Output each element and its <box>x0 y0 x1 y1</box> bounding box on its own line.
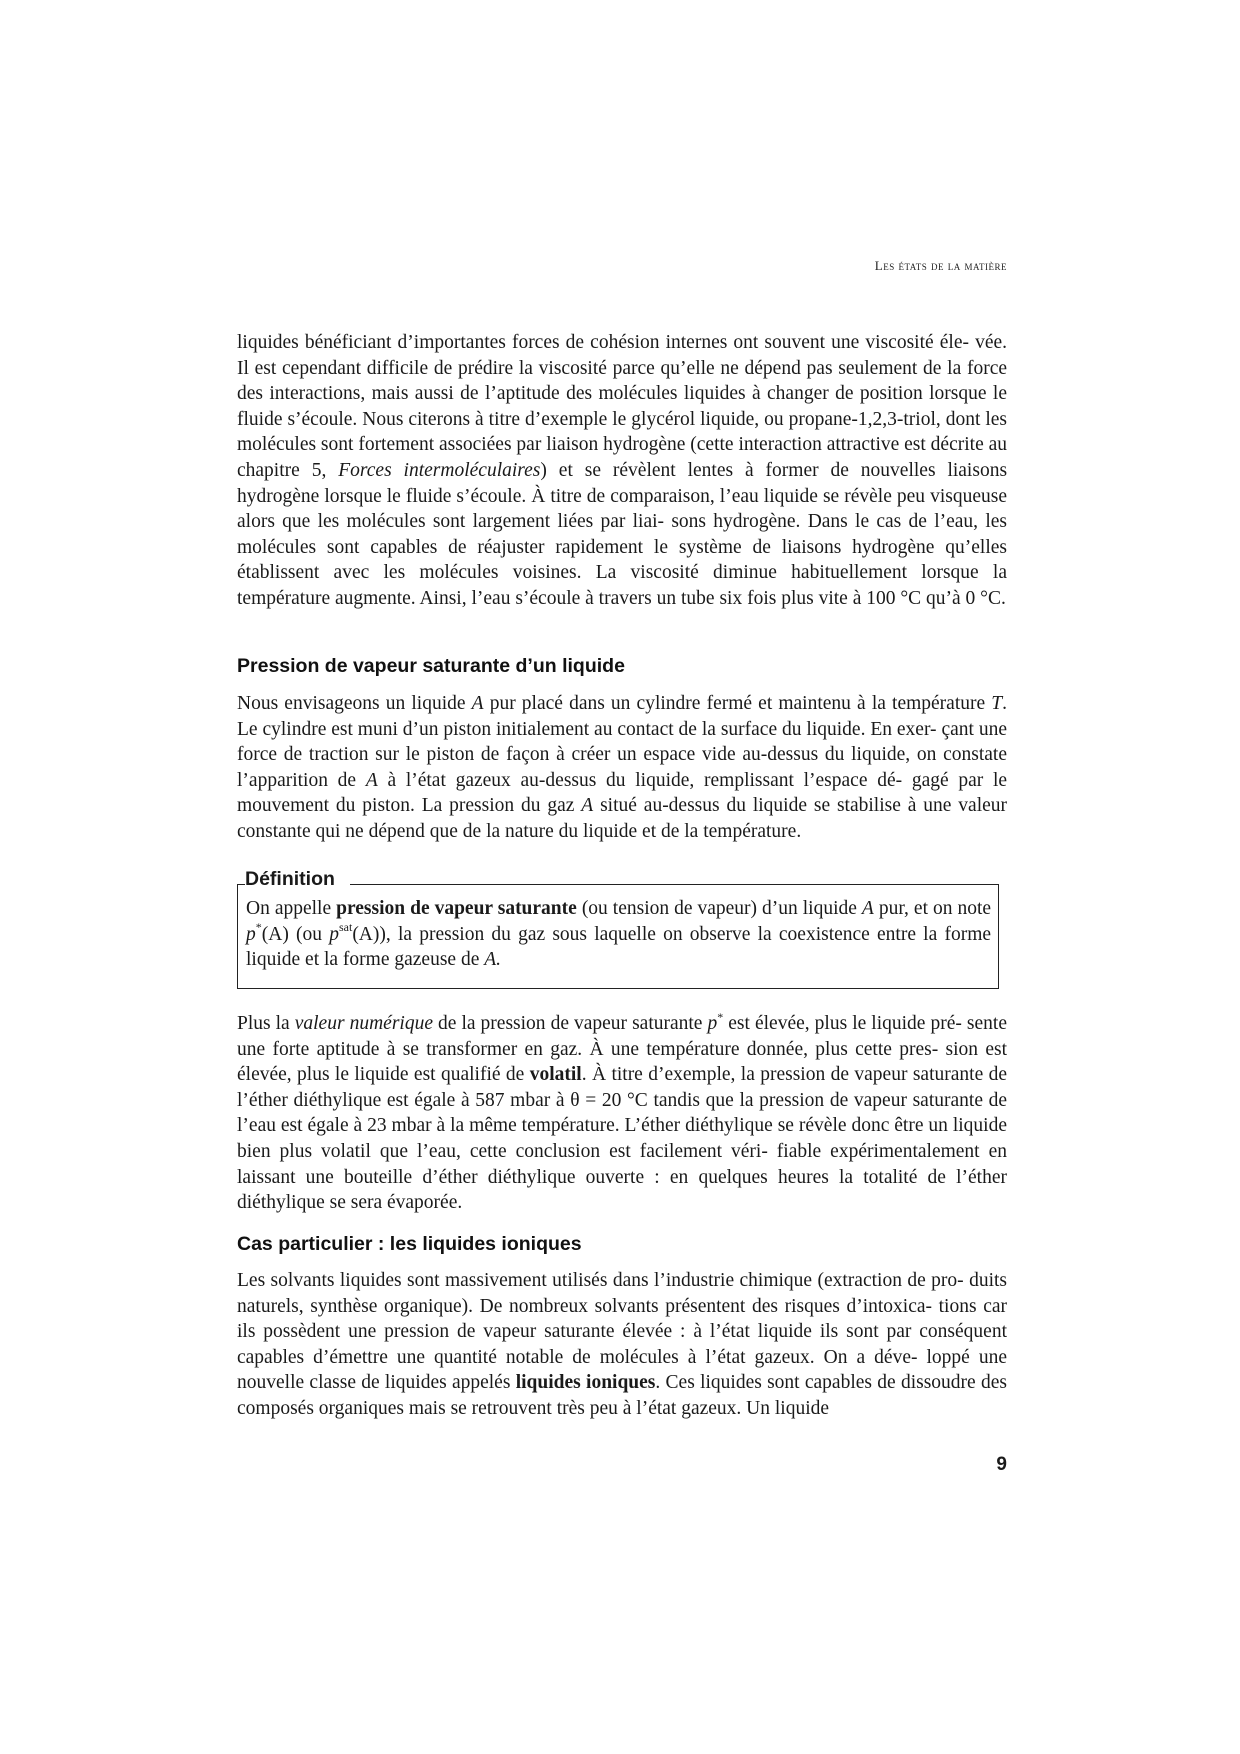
paragraph-ionic-liquids: Les solvants liquides sont massivement utilisés dans l’industrie chimique (extraction de pro- duits naturels, synthèse organique). De nombreux solvants présentent des risques d’intoxica- tions car ils possèdent une pression de vapeur saturante élevée : à l’état liquide ils sont par conséquent capables d’émettre une quantité notable de molécules à l’état gazeux. On a déve- loppé une nouvelle classe de liquides appelés liquides ioniques. Ces liquides sont capables de dissoudre des composés organiques mais se retrouvent très peu à l’état gazeux. Un liquide <box>237 1270 1007 1419</box>
section-title-ionic-liquids: Cas particulier : les liquides ioniques <box>237 1233 582 1255</box>
paragraph-vapour-pressure: Nous envisageons un liquide A pur placé dans un cylindre fermé et maintenu à la température T. Le cylindre est muni d’un piston initialement au contact de la surface du liquide. En exer- çant une force de traction sur le piston de façon à créer un espace vide au-dessus du liquide, on constate l’apparition de A à l’état gazeux au-dessus du liquide, remplissant l’espace dé- gagé par le mouvement du piston. La pression du gaz A situé au-dessus du liquide se stabilise à une valeur constante qui ne dépend que de la nature du liquide et de la température. <box>237 693 1008 842</box>
definition-text: On appelle pression de vapeur saturante (ou tension de vapeur) d’un liquide A pur, et on note p*(A) (ou $p^{sat}(A)$), la pression du gaz sous laquelle on observe la coexistence entre la forme liquide et la forme gazeuse de A. <box>246 898 992 971</box>
running-head: Les états de la matière <box>874 258 1007 273</box>
page-number: 9 <box>996 1454 1007 1475</box>
paragraph-viscosity: liquides bénéficiant d’importantes forces de cohésion internes ont souvent une viscosité éle- vée. Il est cependant difficile de prédire la viscosité parce qu’elle ne dépend pas seulement de la force des interactions, mais aussi de l’aptitude des molécules liquides à changer de position lorsque le fluide s’écoule. Nous citerons à titre d’exemple le glycérol liquide, ou propane-1,2,3-triol, dont les molécules sont fortement associées par liaison hydrogène (cette interaction attractive est décrite au chapitre 5, Forces intermoléculaires) et se révèlent lentes à former de nouvelles liaisons hydrogène lorsque le fluide s’écoule. À titre de comparaison, l’eau liquide se révèle peu visqueuse alors que les molécules sont largement liées par liai- sons hydrogène. Dans le cas de l’eau, les molécules sont capables de réajuster rapidement le système de liaisons hydrogène qu’elles établissent avec les molécules voisines. La viscosité diminue habituellement lorsque la température augmente. Ainsi, l’eau s’écoule à travers un tube six fois plus vite à 100 °C qu’à 0 °C. <box>237 332 1008 609</box>
definition-rule-right <box>350 884 999 885</box>
section-title-vapour-pressure: Pression de vapeur saturante d’un liquide <box>237 655 625 677</box>
definition-title: Définition <box>245 868 345 891</box>
definition-rule-left <box>237 884 245 885</box>
paragraph-volatility: Plus la valeur numérique de la pression de vapeur saturante p* est élevée, plus le liquide pré- sente une forte aptitude à se transformer en gaz. À une température donnée, plus cette pres- sion est élevée, plus le liquide est qualifié de volatil. À titre d’exemple, la pression de vapeur saturante de l’éther diéthylique est égale à 587 mbar à θ = 20 °C tandis que la pression de vapeur saturante de l’eau est égale à 23 mbar à la même température. L’éther diéthylique se révèle donc être un liquide bien plus volatil que l’eau, cette conclusion est facilement véri- fiable expérimentalement en laissant une bouteille d’éther diéthylique ouverte : en quelques heures la totalité de l’éther diéthylique se sera évaporée. <box>237 1009 1008 1214</box>
